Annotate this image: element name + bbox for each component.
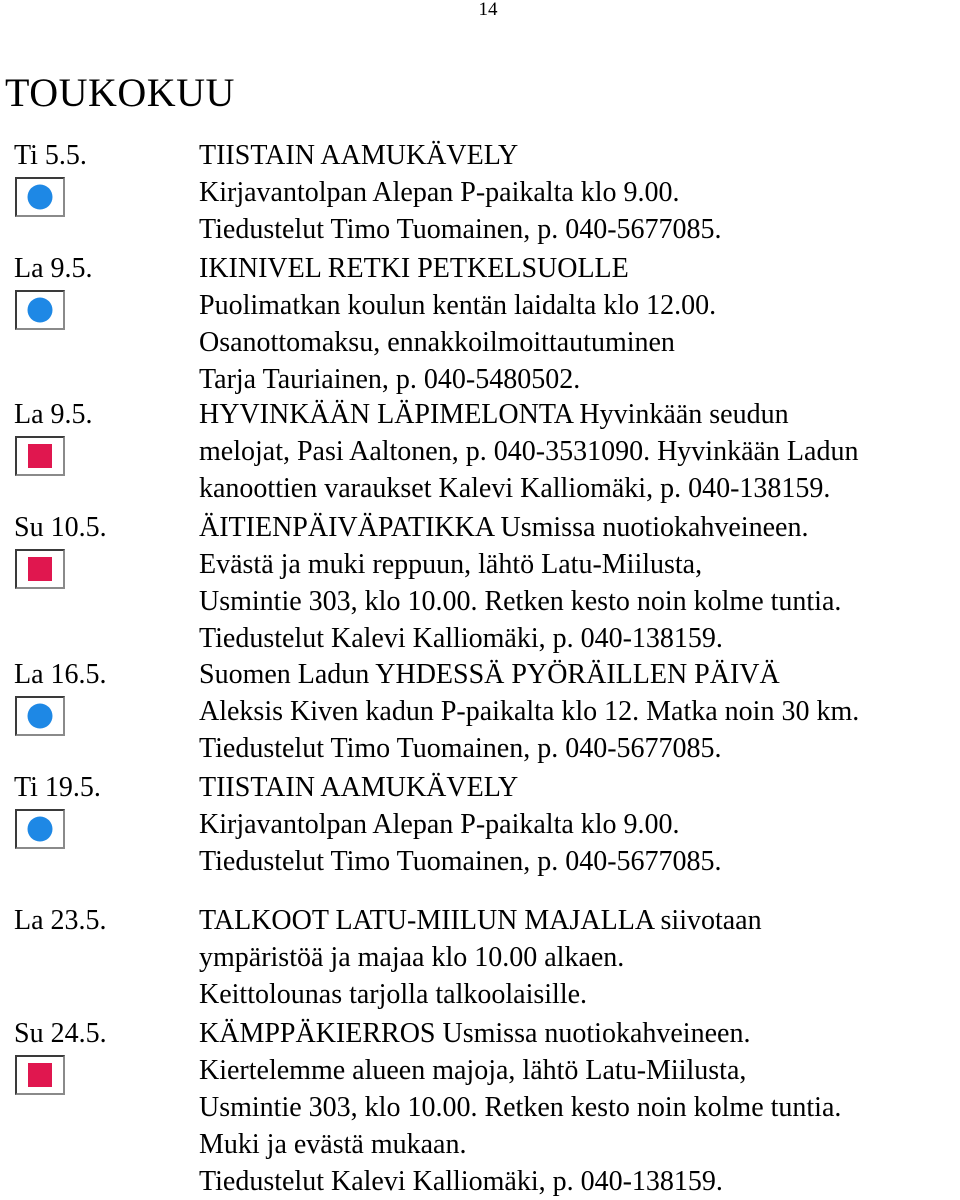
event-text-line: Tiedustelut Timo Tuomainen, p. 040-5677085. [199,733,722,764]
event-text-line: IKINIVEL RETKI PETKELSUOLLE [199,253,629,284]
square-marker [28,557,52,581]
event-text-line: HYVINKÄÄN LÄPIMELONTA Hyvinkään seudun [199,399,789,430]
event-date: La 9.5. [14,253,93,284]
event-text-line: KÄMPPÄKIERROS Usmissa nuotiokahveineen. [199,1018,751,1049]
event-description [199,250,716,398]
month-title: TOUKOKUU [5,70,235,115]
event-date: La 16.5. [14,659,107,690]
event-text-line: Kirjavantolpan Alepan P-paikalta klo 9.00. [199,177,680,208]
event-text-line: Usmintie 303, klo 10.00. Retken kesto noin kolme tuntia. [199,586,842,617]
event-text-line: melojat, Pasi Aaltonen, p. 040-3531090. Hyvinkään Ladun [199,436,859,467]
square-marker [28,444,52,468]
event-text-line: Tiedustelut Kalevi Kalliomäki, p. 040-138159. [199,1166,723,1197]
event-text-line: Kiertelemme alueen majoja, lähtö Latu-Miilusta, [199,1055,747,1086]
event-date: Ti 5.5. [14,140,87,171]
event-text-line: Evästä ja muki reppuun, lähtö Latu-Miilusta, [199,549,703,580]
blue-circle-icon [15,177,65,217]
square-marker [28,1063,52,1087]
page-number: 14 [478,0,498,20]
red-square-icon [15,436,65,476]
event-date: La 23.5. [14,905,107,936]
event-text-line: Kirjavantolpan Alepan P-paikalta klo 9.00. [199,809,680,840]
blue-circle-icon [15,809,65,849]
event-text-line: Tiedustelut Timo Tuomainen, p. 040-5677085. [199,846,722,877]
blue-circle-icon [15,290,65,330]
event-date: Ti 19.5. [14,772,101,803]
event-text-line: Tarja Tauriainen, p. 040-5480502. [199,364,581,395]
circle-marker [28,298,53,323]
event-text-line: Muki ja evästä mukaan. [199,1129,467,1160]
event-description [199,396,858,507]
event-description [199,509,841,657]
event-description [199,137,722,248]
event-text-line: ÄITIENPÄIVÄPATIKKA Usmissa nuotiokahveineen. [199,512,809,543]
circle-marker [28,185,53,210]
event-text-line: TIISTAIN AAMUKÄVELY [199,140,519,171]
event-text-line: ympäristöä ja majaa klo 10.00 alkaen. [199,942,625,973]
circle-marker [28,817,53,842]
event-text-line: kanoottien varaukset Kalevi Kalliomäki, p. 040-138159. [199,473,831,504]
event-text-line: Aleksis Kiven kadun P-paikalta klo 12. Matka noin 30 km. [199,696,860,727]
event-text-line: Osanottomaksu, ennakkoilmoittautuminen [199,327,675,358]
event-text-line: Keittolounas tarjolla talkoolaisille. [199,979,588,1010]
event-text-line: Tiedustelut Timo Tuomainen, p. 040-5677085. [199,214,722,245]
event-text-line: Usmintie 303, klo 10.00. Retken kesto noin kolme tuntia. [199,1092,842,1123]
event-text-line: Tiedustelut Kalevi Kalliomäki, p. 040-138159. [199,623,723,654]
red-square-icon [15,1055,65,1095]
event-date: Su 24.5. [14,1018,107,1049]
event-date: Su 10.5. [14,512,107,543]
event-description [199,769,722,880]
red-square-icon [15,549,65,589]
event-date: La 9.5. [14,399,93,430]
circle-marker [28,704,53,729]
event-description [199,902,762,1013]
blue-circle-icon [15,696,65,736]
event-text-line: Puolimatkan koulun kentän laidalta klo 12.00. [199,290,717,321]
event-description [199,1015,841,1200]
event-text-line: TALKOOT LATU-MIILUN MAJALLA siivotaan [199,905,762,936]
event-text-line: TIISTAIN AAMUKÄVELY [199,772,519,803]
event-text-line: Suomen Ladun YHDESSÄ PYÖRÄILLEN PÄIVÄ [199,659,780,690]
event-description [199,656,859,767]
